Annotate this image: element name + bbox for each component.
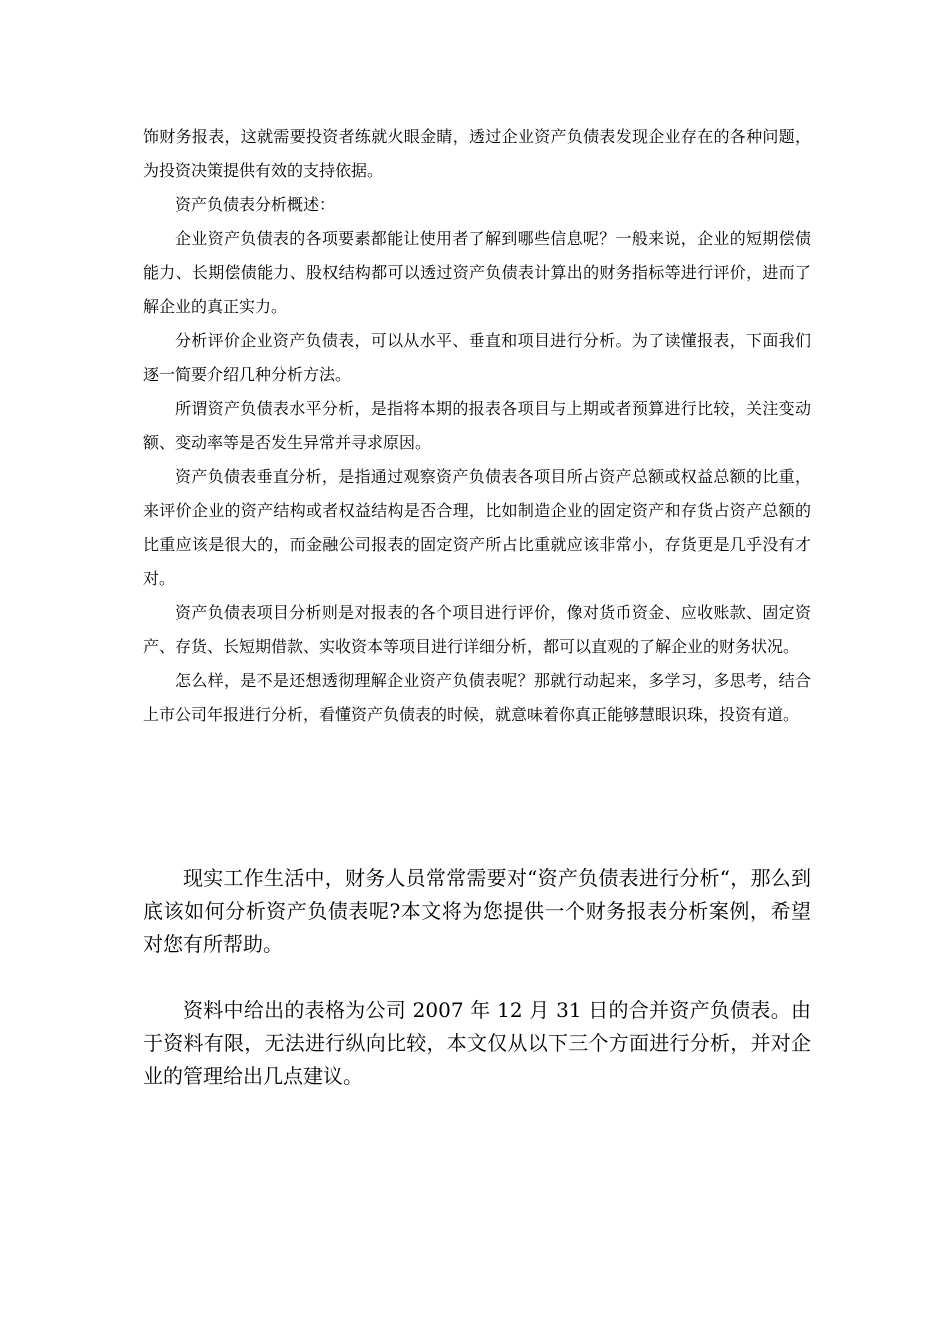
paragraph-elements: 企业资产负债表的各项要素都能让使用者了解到哪些信息呢？一般来说，企业的短期偿债能力、长期偿债能力、股权结构都可以透过资产负债表计算出的财务指标等进行评价，进而了解企业的真正实力。: [143, 229, 811, 316]
paragraph-horizontal-analysis: 所谓资产负债表水平分析，是指将本期的报表各项目与上期或者预算进行比较，关注变动额、变动率等是否发生异常并寻求原因。: [143, 399, 811, 452]
paragraph-item-analysis: 资产负债表项目分析则是对报表的各个项目进行评价，像对货币资金、应收账款、固定资产、存货、长短期借款、实收资本等项目进行详细分析，都可以直观的了解企业的财务状况。: [143, 603, 811, 656]
article-body: [143, 120, 811, 732]
paragraph-case-intro: 现实工作生活中，财务人员常常需要对“资产负债表进行分析“，那么到底该如何分析资产负债表呢?本文将为您提供一个财务报表分析案例，希望对您有所帮助。: [143, 866, 811, 956]
paragraph-intro-continued: 饰财务报表，这就需要投资者练就火眼金睛，透过企业资产负债表发现企业存在的各种问题，为投资决策提供有效的支持依据。: [143, 127, 811, 180]
paragraph-vertical-analysis: 资产负债表垂直分析，是指通过观察资产负债表各项目所占资产总额或权益总额的比重，来评价企业的资产结构或者权益结构是否合理，比如制造企业的固定资产和存货占资产总额的比重应该是很大的，而金融公司报表的固定资产所占比重就应该非常小，存货更是几乎没有才对。: [143, 467, 811, 588]
paragraph-methods: 分析评价企业资产负债表，可以从水平、垂直和项目进行分析。为了读懂报表，下面我们逐一简要介绍几种分析方法。: [143, 331, 811, 384]
paragraph-overview-heading: 资产负债表分析概述：: [175, 195, 336, 214]
paragraph-case-data: 资料中给出的表格为公司 2007 年 12 月 31 日的合并资产负债表。由于资料有限，无法进行纵向比较，本文仅从以下三个方面进行分析，并对企业的管理给出几点建议。: [143, 998, 811, 1088]
case-study-intro: [143, 862, 811, 1093]
paragraph-conclusion: 怎么样，是不是还想透彻理解企业资产负债表呢？那就行动起来，多学习，多思考，结合上市公司年报进行分析，看懂资产负债表的时候，就意味着你真正能够慧眼识珠，投资有道。: [143, 671, 811, 724]
